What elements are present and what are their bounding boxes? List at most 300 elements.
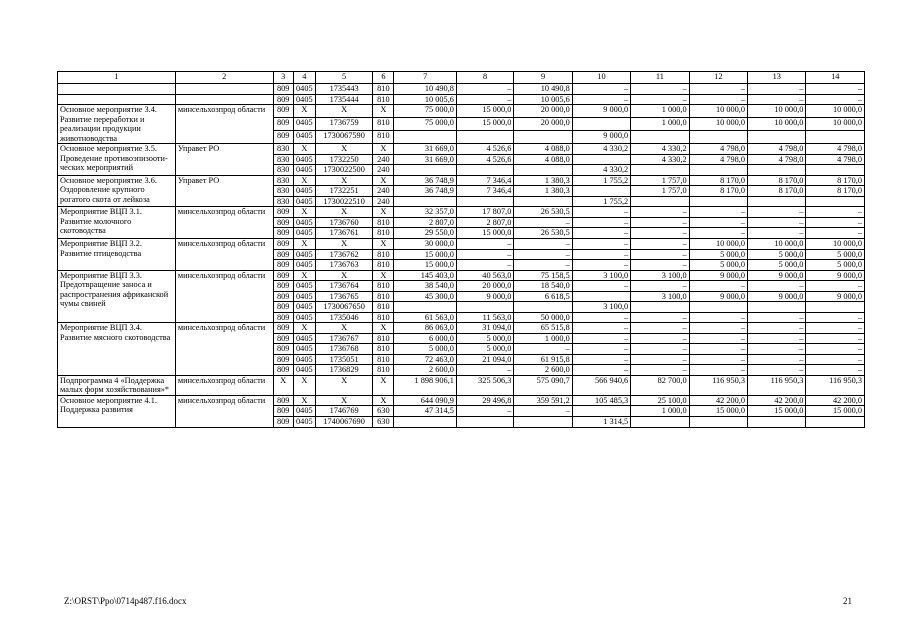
amount-cell — [394, 196, 456, 207]
code-cell: 0405 — [293, 94, 315, 105]
amount-cell: – — [631, 323, 689, 334]
amount-cell: 9 000,0 — [806, 270, 865, 281]
code-cell: Х — [293, 323, 315, 334]
amount-cell: – — [456, 406, 513, 417]
amount-cell: 10 000,0 — [748, 238, 806, 249]
amount-cell: – — [572, 365, 630, 376]
amount-cell — [748, 302, 806, 313]
amount-cell — [572, 118, 630, 131]
header-cell: 4 — [293, 72, 315, 84]
amount-cell: – — [748, 344, 806, 355]
code-cell: 810 — [373, 312, 394, 323]
amount-cell: 20 000,0 — [456, 281, 513, 292]
code-cell: Х — [293, 375, 315, 395]
amount-cell — [806, 196, 865, 207]
code-cell: 1732250 — [315, 154, 372, 165]
code-cell: 830 — [273, 165, 293, 176]
amount-cell: – — [689, 333, 747, 344]
code-cell: 810 — [373, 94, 394, 105]
amount-cell: – — [631, 249, 689, 260]
amount-cell: – — [748, 217, 806, 228]
amount-cell: – — [572, 344, 630, 355]
amount-cell: 9 000,0 — [456, 291, 513, 302]
amount-cell: – — [572, 281, 630, 292]
code-cell: 1736764 — [315, 281, 372, 292]
code-cell: 630 — [373, 406, 394, 417]
amount-cell: 8 170,0 — [748, 175, 806, 186]
amount-cell — [394, 302, 456, 313]
program-name-cell: Мероприятие ВЦП 3.2. Развитие птицеводства — [58, 238, 176, 270]
amount-cell: 1 757,0 — [631, 175, 689, 186]
amount-cell: – — [748, 207, 806, 218]
amount-cell: 325 506,3 — [456, 375, 513, 395]
amount-cell: 7 346,4 — [456, 186, 513, 197]
header-cell: 9 — [514, 72, 572, 84]
amount-cell: 29 496,8 — [456, 395, 513, 406]
amount-cell: 15 000,0 — [456, 118, 513, 131]
amount-cell: 10 000,0 — [806, 105, 865, 118]
amount-cell: 10 005,6 — [394, 94, 456, 105]
amount-cell: 1 000,0 — [631, 406, 689, 417]
code-cell: 809 — [273, 105, 293, 118]
amount-cell: – — [806, 207, 865, 218]
executor-cell: минсельхозпрод области — [175, 323, 273, 376]
code-cell: 1736762 — [315, 249, 372, 260]
amount-cell: – — [572, 217, 630, 228]
amount-cell: – — [631, 94, 689, 105]
budget-table — [57, 71, 865, 428]
code-cell: 1736759 — [315, 118, 372, 131]
amount-cell: 4 526,6 — [456, 154, 513, 165]
amount-cell: 8 170,0 — [689, 186, 747, 197]
amount-cell — [456, 302, 513, 313]
program-name-cell: Мероприятие ВЦП 3.3. Предотвращение заноса и распространения африканской чумы свиней — [58, 270, 176, 323]
amount-cell: – — [748, 228, 806, 239]
code-cell: 1730067590 — [315, 131, 372, 144]
amount-cell: 15 000,0 — [394, 249, 456, 260]
amount-cell: – — [514, 249, 572, 260]
amount-cell: – — [689, 281, 747, 292]
amount-cell: 9 000,0 — [748, 270, 806, 281]
header-cell: 13 — [748, 72, 806, 84]
code-cell: 0405 — [293, 84, 315, 95]
code-cell: 0405 — [293, 217, 315, 228]
amount-cell: – — [514, 406, 572, 417]
amount-cell: 3 100,0 — [572, 302, 630, 313]
amount-cell: 1 000,0 — [631, 105, 689, 118]
amount-cell: – — [631, 207, 689, 218]
amount-cell: 9 000,0 — [689, 291, 747, 302]
amount-cell: 1 755,2 — [572, 175, 630, 186]
code-cell: Х — [373, 105, 394, 118]
amount-cell: 38 540,0 — [394, 281, 456, 292]
executor-cell: минсельхозпрод области — [175, 238, 273, 270]
amount-cell — [456, 196, 513, 207]
code-cell: 810 — [373, 281, 394, 292]
table-row — [58, 207, 865, 218]
amount-cell: – — [456, 238, 513, 249]
amount-cell — [689, 131, 747, 144]
code-cell: Х — [315, 375, 372, 395]
amount-cell: 15 000,0 — [394, 260, 456, 271]
amount-cell: 4 330,2 — [572, 165, 630, 176]
amount-cell — [689, 417, 747, 428]
amount-cell: 29 550,0 — [394, 228, 456, 239]
amount-cell: 2 600,0 — [394, 365, 456, 376]
code-cell: 809 — [273, 207, 293, 218]
amount-cell: 116 950,3 — [748, 375, 806, 395]
amount-cell: – — [689, 94, 747, 105]
amount-cell: – — [806, 228, 865, 239]
amount-cell: 5 000,0 — [394, 344, 456, 355]
amount-cell: 65 515,8 — [514, 323, 572, 334]
code-cell: 1736767 — [315, 333, 372, 344]
empty-cell — [58, 94, 176, 105]
amount-cell: 116 950,3 — [689, 375, 747, 395]
amount-cell: – — [456, 94, 513, 105]
amount-cell: 31 669,0 — [394, 154, 456, 165]
table-row — [58, 175, 865, 186]
amount-cell: 4 330,2 — [631, 154, 689, 165]
amount-cell: 10 490,8 — [514, 84, 572, 95]
amount-cell — [748, 196, 806, 207]
amount-cell: – — [689, 84, 747, 95]
amount-cell: – — [631, 238, 689, 249]
amount-cell: 3 100,0 — [631, 291, 689, 302]
amount-cell: 4 088,0 — [514, 144, 572, 155]
code-cell: Х — [293, 395, 315, 406]
header-cell: 14 — [806, 72, 865, 84]
code-cell: 0405 — [293, 260, 315, 271]
amount-cell: – — [631, 228, 689, 239]
amount-cell: 1 000,0 — [631, 118, 689, 131]
amount-cell: 6 618,5 — [514, 291, 572, 302]
table-row — [58, 395, 865, 406]
amount-cell: – — [806, 84, 865, 95]
code-cell: 830 — [273, 196, 293, 207]
amount-cell: – — [806, 323, 865, 334]
amount-cell — [631, 165, 689, 176]
code-cell: Х — [373, 144, 394, 155]
amount-cell: 9 000,0 — [572, 131, 630, 144]
amount-cell: – — [456, 84, 513, 95]
code-cell: 0405 — [293, 118, 315, 131]
program-name-cell: Мероприятие ВЦП 3.1. Развитие молочного скотоводства — [58, 207, 176, 239]
code-cell: 809 — [273, 131, 293, 144]
code-cell: Х — [315, 105, 372, 118]
amount-cell: 30 000,0 — [394, 238, 456, 249]
amount-cell: 2 600,0 — [514, 365, 572, 376]
code-cell: Х — [293, 105, 315, 118]
amount-cell — [514, 302, 572, 313]
code-cell: 809 — [273, 333, 293, 344]
amount-cell: 3 100,0 — [572, 270, 630, 281]
amount-cell — [394, 165, 456, 176]
amount-cell: – — [572, 323, 630, 334]
code-cell: 810 — [373, 333, 394, 344]
code-cell: Х — [373, 323, 394, 334]
executor-cell: Управет РО — [175, 144, 273, 176]
amount-cell: – — [689, 207, 747, 218]
executor-cell: Управет РО — [175, 175, 273, 207]
amount-cell: 5 000,0 — [689, 249, 747, 260]
executor-cell: минсельхозпрод области — [175, 270, 273, 323]
amount-cell: 4 798,0 — [748, 154, 806, 165]
executor-cell: минсельхозпрод области — [175, 105, 273, 144]
amount-cell: 75 000,0 — [394, 118, 456, 131]
amount-cell — [689, 196, 747, 207]
code-cell: 810 — [373, 131, 394, 144]
amount-cell: 8 170,0 — [806, 175, 865, 186]
amount-cell: – — [631, 344, 689, 355]
code-cell: Х — [373, 238, 394, 249]
amount-cell: – — [806, 312, 865, 323]
amount-cell: – — [689, 323, 747, 334]
table-row — [58, 144, 865, 155]
code-cell: 809 — [273, 249, 293, 260]
amount-cell: – — [572, 312, 630, 323]
program-name-cell: Мероприятие ВЦП 3.4. Развитие мясного скотоводства — [58, 323, 176, 376]
code-cell: 240 — [373, 196, 394, 207]
code-cell: 810 — [373, 249, 394, 260]
code-cell: 0405 — [293, 196, 315, 207]
code-cell: 1730022510 — [315, 196, 372, 207]
amount-cell: – — [631, 354, 689, 365]
code-cell: Х — [315, 175, 372, 186]
amount-cell: 6 000,0 — [394, 333, 456, 344]
code-cell: 810 — [373, 291, 394, 302]
code-cell: Х — [315, 238, 372, 249]
code-cell: 0405 — [293, 365, 315, 376]
amount-cell: – — [806, 217, 865, 228]
amount-cell — [631, 131, 689, 144]
amount-cell: – — [806, 333, 865, 344]
amount-cell: – — [748, 365, 806, 376]
amount-cell: – — [572, 333, 630, 344]
amount-cell — [456, 417, 513, 428]
code-cell: 1732251 — [315, 186, 372, 197]
code-cell: Х — [293, 238, 315, 249]
table-row — [58, 323, 865, 334]
code-cell: 810 — [373, 217, 394, 228]
amount-cell: 26 530,5 — [514, 228, 572, 239]
code-cell: 240 — [373, 165, 394, 176]
code-cell: 1736760 — [315, 217, 372, 228]
code-cell: Х — [373, 270, 394, 281]
table-row — [58, 94, 865, 105]
executor-cell — [175, 84, 273, 95]
amount-cell: 75 158,5 — [514, 270, 572, 281]
amount-cell — [456, 131, 513, 144]
code-cell: 0405 — [293, 417, 315, 428]
code-cell: 1736761 — [315, 228, 372, 239]
amount-cell: 9 000,0 — [689, 270, 747, 281]
amount-cell: 10 000,0 — [689, 238, 747, 249]
amount-cell: – — [456, 249, 513, 260]
code-cell: 809 — [273, 323, 293, 334]
page-number: 21 — [843, 596, 852, 606]
code-cell: 0405 — [293, 354, 315, 365]
code-cell: 810 — [373, 84, 394, 95]
amount-cell: – — [572, 84, 630, 95]
amount-cell: 5 000,0 — [806, 249, 865, 260]
amount-cell: 45 300,0 — [394, 291, 456, 302]
code-cell: 1736829 — [315, 365, 372, 376]
code-cell: 810 — [373, 365, 394, 376]
amount-cell — [631, 302, 689, 313]
amount-cell: – — [572, 354, 630, 365]
amount-cell: 8 170,0 — [689, 175, 747, 186]
code-cell: 240 — [373, 154, 394, 165]
code-cell: 0405 — [293, 249, 315, 260]
executor-cell: минсельхозпрод области — [175, 395, 273, 427]
code-cell: 0405 — [293, 186, 315, 197]
code-cell: 0405 — [293, 131, 315, 144]
code-cell: 809 — [273, 365, 293, 376]
amount-cell: 7 346,4 — [456, 175, 513, 186]
amount-cell: 4 798,0 — [806, 144, 865, 155]
amount-cell — [572, 291, 630, 302]
amount-cell: 36 748,9 — [394, 175, 456, 186]
amount-cell: – — [631, 333, 689, 344]
amount-cell: 9 000,0 — [748, 291, 806, 302]
code-cell: 0405 — [293, 312, 315, 323]
amount-cell: – — [689, 365, 747, 376]
amount-cell: – — [514, 344, 572, 355]
header-cell: 10 — [572, 72, 630, 84]
code-cell: 0405 — [293, 165, 315, 176]
amount-cell: – — [572, 228, 630, 239]
code-cell: Х — [373, 395, 394, 406]
amount-cell: 10 000,0 — [748, 105, 806, 118]
amount-cell: – — [631, 260, 689, 271]
amount-cell: 10 000,0 — [689, 105, 747, 118]
amount-cell: 1 757,0 — [631, 186, 689, 197]
code-cell: 0405 — [293, 406, 315, 417]
amount-cell: – — [748, 323, 806, 334]
amount-cell: – — [572, 94, 630, 105]
code-cell: 809 — [273, 344, 293, 355]
amount-cell: – — [748, 312, 806, 323]
amount-cell — [806, 131, 865, 144]
code-cell: 1736765 — [315, 291, 372, 302]
code-cell: 809 — [273, 281, 293, 292]
table-row — [58, 84, 865, 95]
code-cell: 810 — [373, 228, 394, 239]
code-cell: 0405 — [293, 333, 315, 344]
executor-cell — [175, 94, 273, 105]
amount-cell: 20 000,0 — [514, 105, 572, 118]
code-cell: Х — [293, 175, 315, 186]
amount-cell: 15 000,0 — [806, 406, 865, 417]
amount-cell: – — [689, 344, 747, 355]
amount-cell — [689, 165, 747, 176]
code-cell: 0405 — [293, 154, 315, 165]
amount-cell: 2 807,0 — [456, 217, 513, 228]
code-cell: Х — [373, 207, 394, 218]
amount-cell: 4 330,2 — [572, 144, 630, 155]
amount-cell: 5 000,0 — [456, 333, 513, 344]
amount-cell: 4 526,6 — [456, 144, 513, 155]
amount-cell: 61 563,0 — [394, 312, 456, 323]
amount-cell: – — [748, 354, 806, 365]
amount-cell: 5 000,0 — [748, 249, 806, 260]
amount-cell: 5 000,0 — [689, 260, 747, 271]
code-cell: Х — [315, 323, 372, 334]
amount-cell: – — [689, 217, 747, 228]
code-cell: 809 — [273, 228, 293, 239]
amount-cell: – — [806, 354, 865, 365]
amount-cell: 10 490,8 — [394, 84, 456, 95]
amount-cell: – — [572, 260, 630, 271]
amount-cell: 20 000,0 — [514, 118, 572, 131]
amount-cell: 15 000,0 — [456, 228, 513, 239]
header-cell: 12 — [689, 72, 747, 84]
code-cell: 810 — [373, 354, 394, 365]
amount-cell: 15 000,0 — [748, 406, 806, 417]
amount-cell: 105 485,3 — [572, 395, 630, 406]
amount-cell: 21 094,0 — [456, 354, 513, 365]
amount-cell — [456, 165, 513, 176]
amount-cell: 1 755,2 — [572, 196, 630, 207]
amount-cell: – — [514, 238, 572, 249]
code-cell: 1735046 — [315, 312, 372, 323]
amount-cell — [514, 131, 572, 144]
amount-cell: 5 000,0 — [456, 344, 513, 355]
program-name-cell: Основное мероприятие 3.6. Оздоровление крупного рогатого скота от лейкоза — [58, 175, 176, 207]
amount-cell: 18 540,0 — [514, 281, 572, 292]
code-cell: 1746769 — [315, 406, 372, 417]
amount-cell: 3 100,0 — [631, 270, 689, 281]
amount-cell: – — [689, 228, 747, 239]
amount-cell: – — [631, 312, 689, 323]
table-row — [58, 270, 865, 281]
header-cell: 7 — [394, 72, 456, 84]
header-cell: 8 — [456, 72, 513, 84]
code-cell: 809 — [273, 312, 293, 323]
program-name-cell: Основное мероприятие 4.1. Поддержка развития — [58, 395, 176, 427]
amount-cell: 10 000,0 — [806, 118, 865, 131]
code-cell: 830 — [273, 154, 293, 165]
amount-cell — [572, 406, 630, 417]
code-cell: 809 — [273, 270, 293, 281]
amount-cell: 75 000,0 — [394, 105, 456, 118]
amount-cell: – — [572, 238, 630, 249]
code-cell: 1730022500 — [315, 165, 372, 176]
amount-cell: 1 380,3 — [514, 175, 572, 186]
amount-cell: 4 798,0 — [748, 144, 806, 155]
amount-cell: 32 357,0 — [394, 207, 456, 218]
amount-cell: – — [748, 333, 806, 344]
amount-cell: 10 000,0 — [689, 118, 747, 131]
code-cell: 809 — [273, 260, 293, 271]
code-cell: 0405 — [293, 344, 315, 355]
amount-cell: 42 200,0 — [689, 395, 747, 406]
amount-cell: 15 000,0 — [456, 105, 513, 118]
code-cell: Х — [315, 144, 372, 155]
code-cell: 810 — [373, 118, 394, 131]
code-cell: 809 — [273, 84, 293, 95]
amount-cell: 82 700,0 — [631, 375, 689, 395]
amount-cell: – — [806, 94, 865, 105]
amount-cell: 25 100,0 — [631, 395, 689, 406]
code-cell: 0405 — [293, 302, 315, 313]
code-cell: 810 — [373, 260, 394, 271]
amount-cell — [631, 417, 689, 428]
executor-cell: минсельхозпрод области — [175, 207, 273, 239]
amount-cell: 1 898 906,1 — [394, 375, 456, 395]
code-cell: 830 — [273, 186, 293, 197]
